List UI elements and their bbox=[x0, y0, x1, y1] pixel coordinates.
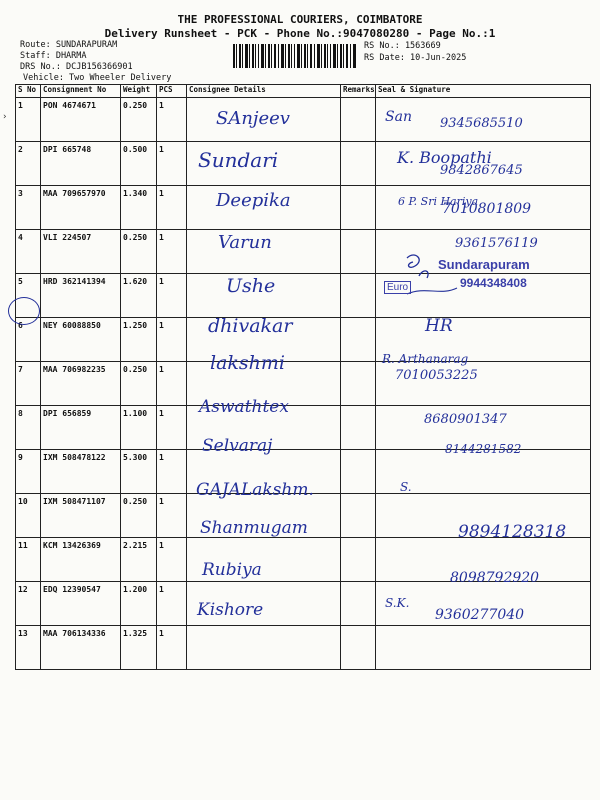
handwritten-consignee: lakshmi bbox=[210, 352, 285, 374]
handwritten-signature: S.K. bbox=[385, 596, 410, 610]
handwritten-phone: 9894128318 bbox=[458, 522, 567, 542]
row-sno: 3 bbox=[16, 186, 41, 230]
table-row bbox=[16, 318, 591, 362]
handwritten-consignee: Deepika bbox=[216, 190, 291, 211]
vehicle-label: Vehicle: Two Wheeler Delivery bbox=[23, 73, 172, 83]
row-weight: 1.325 bbox=[121, 626, 157, 670]
rs-date: RS Date: 10-Jun-2025 bbox=[364, 53, 467, 63]
row-weight: 0.250 bbox=[121, 230, 157, 274]
barcode bbox=[233, 44, 357, 68]
handwritten-phone: 7010801809 bbox=[442, 201, 532, 217]
row-consignment-no: PON 4674671 bbox=[41, 98, 121, 142]
row-pcs: 1 bbox=[157, 98, 187, 142]
row-weight: 0.250 bbox=[121, 98, 157, 142]
row-remarks-cell bbox=[341, 318, 376, 362]
handwritten-consignee: dhivakar bbox=[208, 315, 293, 337]
handwritten-consignee: GAJALakshm. bbox=[196, 480, 314, 500]
row-pcs: 1 bbox=[157, 450, 187, 494]
row-consignment-no: IXM 508478122 bbox=[41, 450, 121, 494]
row-pcs: 1 bbox=[157, 186, 187, 230]
row-pcs: 1 bbox=[157, 230, 187, 274]
row-consignment-no: NEY 60088850 bbox=[41, 318, 121, 362]
row-pcs: 1 bbox=[157, 494, 187, 538]
handwritten-consignee: Shanmugam bbox=[200, 518, 308, 538]
row-6-circle-mark bbox=[8, 297, 40, 325]
handwritten-consignee: SAnjeev bbox=[216, 108, 290, 129]
row-sno: 4 bbox=[16, 230, 41, 274]
handwritten-phone: 8098792920 bbox=[450, 570, 540, 586]
row-weight: 1.200 bbox=[121, 582, 157, 626]
row-remarks-cell bbox=[341, 494, 376, 538]
row-consignment-no: KCM 13426369 bbox=[41, 538, 121, 582]
row-sno: 9 bbox=[16, 450, 41, 494]
handwritten-consignee: Kishore bbox=[197, 600, 264, 620]
row-weight: 0.500 bbox=[121, 142, 157, 186]
col-header-consignment: Consignment No bbox=[41, 85, 121, 98]
row-sno: 10 bbox=[16, 494, 41, 538]
row-sno: 13 bbox=[16, 626, 41, 670]
row-weight: 1.250 bbox=[121, 318, 157, 362]
col-header-signature: Seal & Signature bbox=[376, 85, 591, 98]
handwritten-phone: 8680901347 bbox=[424, 412, 507, 427]
row-remarks-cell bbox=[341, 450, 376, 494]
row-consignment-no: IXM 508471107 bbox=[41, 494, 121, 538]
row-consignment-no: HRD 362141394 bbox=[41, 274, 121, 318]
row-remarks-cell bbox=[341, 142, 376, 186]
row-pcs: 1 bbox=[157, 318, 187, 362]
handwritten-consignee: Aswathtex bbox=[199, 397, 289, 417]
drs-number: DRS No.: DCJB156366901 bbox=[20, 62, 133, 72]
stamp-phone: 9944348408 bbox=[460, 276, 527, 290]
handwritten-phone: 7010053225 bbox=[395, 368, 478, 383]
row-consignee-cell bbox=[187, 626, 341, 670]
row-weight: 2.215 bbox=[121, 538, 157, 582]
col-header-remarks: Remarks bbox=[341, 85, 376, 98]
handwritten-consignee: Selvaraj bbox=[202, 436, 273, 456]
row-sno: 7 bbox=[16, 362, 41, 406]
row-consignment-no: EDQ 12390547 bbox=[41, 582, 121, 626]
row-sno: 2 bbox=[16, 142, 41, 186]
row-weight: 5.300 bbox=[121, 450, 157, 494]
row-consignment-no: VLI 224507 bbox=[41, 230, 121, 274]
row-weight: 0.250 bbox=[121, 362, 157, 406]
table-header-row bbox=[16, 85, 591, 98]
row-remarks-cell bbox=[341, 626, 376, 670]
row-pcs: 1 bbox=[157, 626, 187, 670]
handwritten-consignee: Ushe bbox=[226, 275, 276, 297]
row-consignment-no: MAA 706134336 bbox=[41, 626, 121, 670]
row-remarks-cell bbox=[341, 582, 376, 626]
handwritten-signature: S. bbox=[400, 480, 412, 494]
row-remarks-cell bbox=[341, 186, 376, 230]
handwritten-consignee: Varun bbox=[218, 232, 272, 253]
row-sno: 12 bbox=[16, 582, 41, 626]
runsheet-subtitle: Delivery Runsheet - PCK - Phone No.:9047080280 - Page No.:1 bbox=[104, 27, 496, 40]
row-pcs: 1 bbox=[157, 142, 187, 186]
row-remarks-cell bbox=[341, 274, 376, 318]
row-pcs: 1 bbox=[157, 406, 187, 450]
rs-number: RS No.: 1563669 bbox=[364, 41, 441, 51]
row-pcs: 1 bbox=[157, 582, 187, 626]
row-sno: 8 bbox=[16, 406, 41, 450]
company-title: THE PROFESSIONAL COURIERS, COIMBATORE bbox=[177, 13, 423, 26]
row-remarks-cell bbox=[341, 98, 376, 142]
row-pcs: 1 bbox=[157, 362, 187, 406]
table-row bbox=[16, 626, 591, 670]
margin-tick-mark: › bbox=[2, 112, 8, 122]
row-signature-cell bbox=[376, 626, 591, 670]
col-header-sno: S No bbox=[16, 85, 41, 98]
handwritten-phone: 8144281582 bbox=[445, 442, 522, 456]
row-remarks-cell bbox=[341, 362, 376, 406]
row-weight: 1.620 bbox=[121, 274, 157, 318]
handwritten-signature: San bbox=[385, 109, 412, 125]
row-remarks-cell bbox=[341, 230, 376, 274]
handwritten-signature: 6 P. Sri Hariya bbox=[398, 195, 479, 208]
staff-label: Staff: DHARMA bbox=[20, 51, 87, 61]
row-pcs: 1 bbox=[157, 538, 187, 582]
row-consignment-no: MAA 706982235 bbox=[41, 362, 121, 406]
row-weight: 1.340 bbox=[121, 186, 157, 230]
row-pcs: 1 bbox=[157, 274, 187, 318]
handwritten-phone: 9360277040 bbox=[435, 607, 525, 623]
row-weight: 0.250 bbox=[121, 494, 157, 538]
handwritten-signature: R. Arthanarag bbox=[382, 352, 469, 366]
stamp-location: Sundarapuram bbox=[438, 257, 530, 272]
row-remarks-cell bbox=[341, 406, 376, 450]
row-sno: 1 bbox=[16, 98, 41, 142]
handwritten-phone: 9345685510 bbox=[440, 116, 523, 131]
handwritten-consignee: Sundari bbox=[198, 148, 279, 172]
row-consignment-no: DPI 665748 bbox=[41, 142, 121, 186]
handwritten-signature: HR bbox=[425, 316, 453, 336]
col-header-consignee: Consignee Details bbox=[187, 85, 341, 98]
handwritten-signature: K. Boopathi bbox=[397, 148, 492, 167]
handwritten-phone: 9361576119 bbox=[455, 236, 538, 251]
table-row bbox=[16, 362, 591, 406]
handwritten-phone: 9842867645 bbox=[440, 163, 523, 178]
col-header-pcs: PCS bbox=[157, 85, 187, 98]
stamp-boxed-text: Euro bbox=[384, 281, 411, 294]
row-sno: 11 bbox=[16, 538, 41, 582]
row-sno: 5 bbox=[16, 274, 41, 318]
handwritten-consignee: Rubiya bbox=[202, 560, 262, 580]
row-remarks-cell bbox=[341, 538, 376, 582]
row-consignment-no: DPI 656859 bbox=[41, 406, 121, 450]
col-header-weight: Weight bbox=[121, 85, 157, 98]
row-consignment-no: MAA 709657970 bbox=[41, 186, 121, 230]
route-label: Route: SUNDARAPURAM bbox=[20, 40, 118, 50]
row-weight: 1.100 bbox=[121, 406, 157, 450]
row-sno: 6 bbox=[16, 318, 41, 362]
